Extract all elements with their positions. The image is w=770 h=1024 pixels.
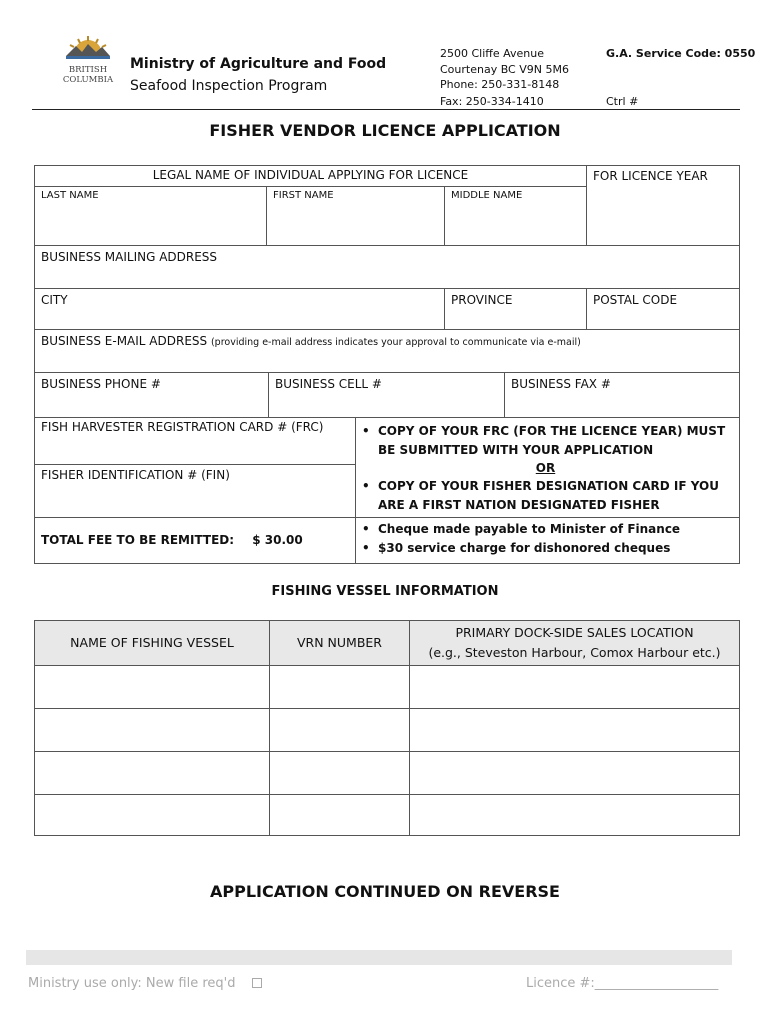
postal-code-field[interactable] — [586, 288, 740, 330]
licence-year-label: FOR LICENCE YEAR — [593, 169, 708, 183]
col-sales-location-label: PRIMARY DOCK-SIDE SALES LOCATION — [455, 625, 694, 640]
frc-copy-note: • COPY OF YOUR FRC (FOR THE LICENCE YEAR) MUST BE SUBMITTED WITH YOUR APPLICATION — [356, 422, 735, 460]
program-name: Seafood Inspection Program — [130, 78, 328, 94]
vrn-number-cell[interactable] — [270, 795, 410, 836]
licence-year-field[interactable] — [586, 165, 740, 246]
middle-name-field[interactable] — [444, 186, 587, 246]
vessel-name-cell[interactable] — [35, 709, 270, 752]
sales-location-cell[interactable] — [410, 666, 740, 709]
logo-text-1: BRITISH — [68, 65, 108, 75]
vrn-number-cell[interactable] — [270, 709, 410, 752]
postal-code-label: POSTAL CODE — [593, 293, 678, 307]
city-field[interactable] — [34, 288, 445, 330]
vrn-number-cell[interactable] — [270, 752, 410, 795]
new-file-checkbox[interactable] — [252, 978, 262, 988]
city-label: CITY — [41, 293, 68, 307]
address-street: 2500 Cliffe Avenue — [440, 47, 544, 60]
col-vessel-name: NAME OF FISHING VESSEL — [35, 621, 270, 666]
email-note: (providing e-mail address indicates your approval to communicate via e-mail) — [210, 337, 581, 348]
province-label: PROVINCE — [451, 293, 513, 307]
vessel-name-cell[interactable] — [35, 666, 270, 709]
total-fee — [34, 517, 356, 564]
email-label-text: BUSINESS E-MAIL ADDRESS — [41, 334, 208, 348]
cell-label: BUSINESS CELL # — [275, 377, 382, 391]
payment-notes — [355, 517, 740, 564]
vessel-row — [35, 666, 740, 709]
ministry-use-row — [28, 976, 262, 991]
address-city: Courtenay BC V9N 5M6 — [440, 63, 569, 76]
sunburst-icon — [66, 36, 110, 59]
province-field[interactable] — [444, 288, 587, 330]
ministry-use-label: Ministry use only: New file req'd — [28, 976, 236, 991]
vessel-name-cell[interactable] — [35, 752, 270, 795]
ctrl-number: Ctrl # — [606, 95, 639, 108]
cell-field[interactable] — [268, 372, 505, 418]
continued-notice: APPLICATION CONTINUED ON REVERSE — [210, 882, 560, 901]
sales-location-cell[interactable] — [410, 795, 740, 836]
address-phone: Phone: 250-331-8148 — [440, 78, 560, 91]
sales-location-cell[interactable] — [410, 752, 740, 795]
col-sales-location — [410, 621, 740, 666]
mailing-address-field[interactable] — [34, 245, 740, 289]
service-charge-note: • $30 service charge for dishonored cheques — [356, 539, 735, 558]
payment-notes-list — [356, 520, 735, 558]
last-name-label: LAST NAME — [41, 190, 99, 201]
sales-location-cell[interactable] — [410, 709, 740, 752]
total-fee-label: TOTAL FEE TO BE REMITTED: — [41, 533, 235, 547]
col-sales-location-example: (e.g., Steveston Harbour, Comox Harbour etc.) — [428, 645, 721, 660]
licence-number: Licence #:___________________ — [526, 976, 719, 991]
logo-text-2: COLUMBIA — [62, 75, 114, 85]
designation-copy-note: • COPY OF YOUR FISHER DESIGNATION CARD IF YOU ARE A FIRST NATION DESIGNATED FISHER — [356, 477, 735, 515]
header-divider — [32, 109, 740, 110]
cheque-note: • Cheque made payable to Minister of Finance — [356, 520, 735, 539]
fax-field[interactable] — [504, 372, 740, 418]
vessel-name-cell[interactable] — [35, 795, 270, 836]
legal-name-header-label: LEGAL NAME OF INDIVIDUAL APPLYING FOR LICENCE — [152, 168, 469, 182]
or-separator: OR — [535, 461, 556, 475]
vessel-table-header — [35, 621, 740, 666]
phone-field[interactable] — [34, 372, 269, 418]
vessel-row — [35, 795, 740, 836]
first-name-field[interactable] — [266, 186, 445, 246]
fin-field[interactable] — [34, 464, 356, 518]
address-fax: Fax: 250-334-1410 — [440, 95, 544, 108]
fax-label: BUSINESS FAX # — [511, 377, 611, 391]
mailing-address-label: BUSINESS MAILING ADDRESS — [41, 250, 218, 264]
col-vrn-number: VRN NUMBER — [270, 621, 410, 666]
vessel-section-title: FISHING VESSEL INFORMATION — [271, 584, 499, 599]
ministry-use-bar — [26, 950, 732, 965]
service-code: G.A. Service Code: 0550 — [606, 47, 756, 60]
designation-list — [356, 477, 735, 515]
frc-label: FISH HARVESTER REGISTRATION CARD # (FRC) — [41, 420, 324, 434]
vessel-row — [35, 709, 740, 752]
ministry-name: Ministry of Agriculture and Food — [130, 56, 387, 72]
form-title: FISHER VENDOR LICENCE APPLICATION — [209, 121, 561, 140]
frc-requirements-list — [356, 422, 735, 460]
legal-name-header — [34, 165, 587, 187]
fin-label: FISHER IDENTIFICATION # (FIN) — [41, 468, 230, 482]
frc-field[interactable] — [34, 417, 356, 465]
total-fee-row — [41, 533, 349, 547]
vessel-table — [34, 620, 740, 836]
total-fee-amount: $ 30.00 — [252, 533, 303, 547]
vessel-row — [35, 752, 740, 795]
middle-name-label: MIDDLE NAME — [451, 190, 523, 201]
bc-logo — [52, 32, 124, 88]
last-name-field[interactable] — [34, 186, 267, 246]
phone-label: BUSINESS PHONE # — [41, 377, 161, 391]
email-label — [41, 334, 733, 348]
frc-requirements — [355, 417, 740, 518]
vrn-number-cell[interactable] — [270, 666, 410, 709]
email-field[interactable] — [34, 329, 740, 373]
first-name-label: FIRST NAME — [273, 190, 334, 201]
